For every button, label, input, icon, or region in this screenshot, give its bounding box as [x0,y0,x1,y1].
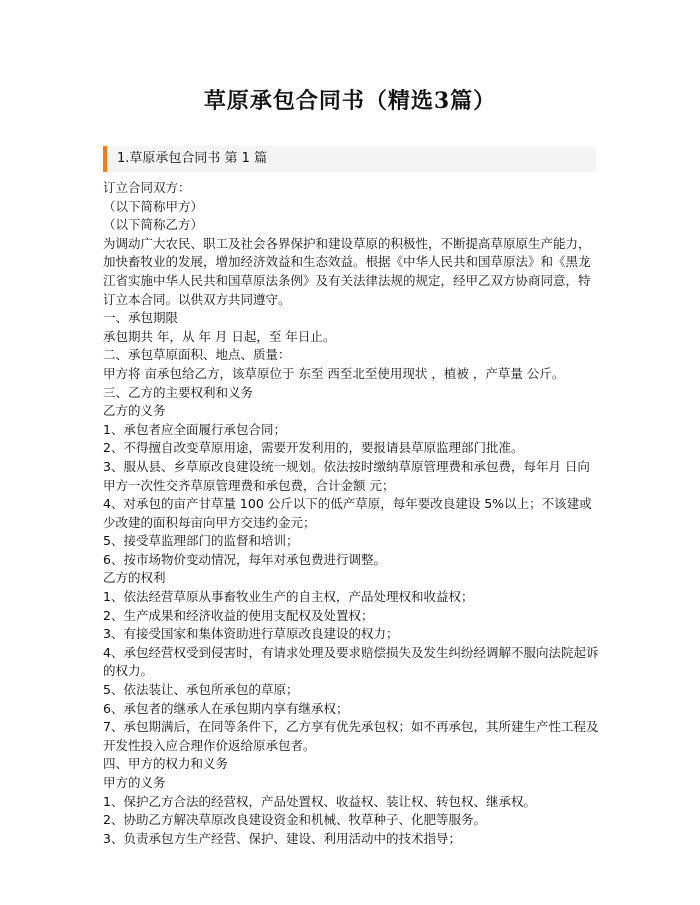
body-paragraph: 2、协助乙方解决草原改良建设资金和机械、牧草种子、化肥等服务。 [103,812,486,828]
body-paragraph: 1、保护乙方合法的经营权，产品处置权、收益权、装让权、转包权、继承权。 [103,793,536,809]
body-paragraph: 甲方的义务 [103,775,166,790]
body-paragraph: 一、承包期限 [103,310,179,326]
body-paragraph: 三、乙方的主要权利和义务 [103,384,254,400]
section-header [103,146,596,172]
body-paragraph: 6、承包者的继承人在承包期内享有继承权； [103,700,349,716]
body-paragraph: 2、不得擅自改变草原用途，需要开发利用的，要报请县草原监理部门批准。 [103,440,524,456]
body-paragraph: 1、承包者应全面履行承包合同； [103,421,286,437]
section-accent-bar [103,146,107,172]
body-paragraph: 4、承包经营权受到侵害时，有请求处理及要求赔偿损失及发生纠纷经调解不服向法院起诉的权力。 [103,644,599,679]
body-paragraph: 订立合同双方： [103,180,191,195]
body-paragraph: 四、甲方的权力和义务 [103,756,229,772]
body-paragraph: 3、服从县、乡草原改良建设统一规划。依法按时缴纳草原管理费和承包费，每年月 日向甲方一次性交齐草原管理费和承包费，合计金额 元； [103,458,590,493]
body-paragraph: 二、承包草原面积、地点、质量： [103,347,291,363]
body-paragraph: 5、依法装让、承包所承包的草原； [103,682,299,698]
body-paragraph: 1、依法经营草原从事畜牧业生产的自主权，产品处理权和收益权； [103,589,474,605]
body-paragraph: 乙方的义务 [103,403,166,419]
document-body [103,179,599,848]
document-title: 草原承包合同书（精选3篇） [203,88,497,114]
body-paragraph: 乙方的权利 [103,570,166,586]
body-paragraph: 2、生产成果和经济收益的使用支配权及处置权； [103,607,374,623]
body-paragraph: 甲方将 亩承包给乙方，该草原位于 东至 西至北至使用现状 ，植被 ，产草量 公斤。 [103,365,565,381]
body-paragraph: 3、负责承包方生产经营、保护、建设、利用活动中的技术指导； [103,830,461,846]
body-paragraph: （以下简称乙方） [103,217,204,233]
body-paragraph: 4、对承包的亩产甘草量 100 公斤以下的低产草原，每年要改良建设 5%以上；不该建或少改建的面积每亩向甲方交违约金元； [103,496,592,530]
body-paragraph: 承包期共 年，从 年 月 日起，至 年日止。 [103,328,336,344]
body-paragraph: 6、按市场物价变动情况，每年对承包费进行调整。 [103,551,386,567]
body-paragraph: 为调动广大农民、职工及社会各界保护和建设草原的积极性，不断提高草原原生产能力，加快畜牧业的发展，增加经济效益和生态效益。根据《中华人民共和国草原法》和《黑龙江省实施中华人民共和国草原法条例》及有关法律法规的规定，经甲乙双方协商同意，特订立本合同。以供双方共同遵守。 [103,235,591,307]
body-paragraph: 7、承包期满后，在同等条件下，乙方享有优先承包权；如不再承包，其所建生产性工程及开发性投入应合理作价返给原承包者。 [103,719,599,753]
body-paragraph: 3、有接受国家和集体资助进行草原改良建设的权力； [103,626,399,642]
body-paragraph: （以下简称甲方） [103,198,204,214]
section-label: 1.草原承包合同书 第 1 篇 [117,151,268,166]
body-paragraph: 5、接受草监理部门的监督和培训； [103,533,299,549]
